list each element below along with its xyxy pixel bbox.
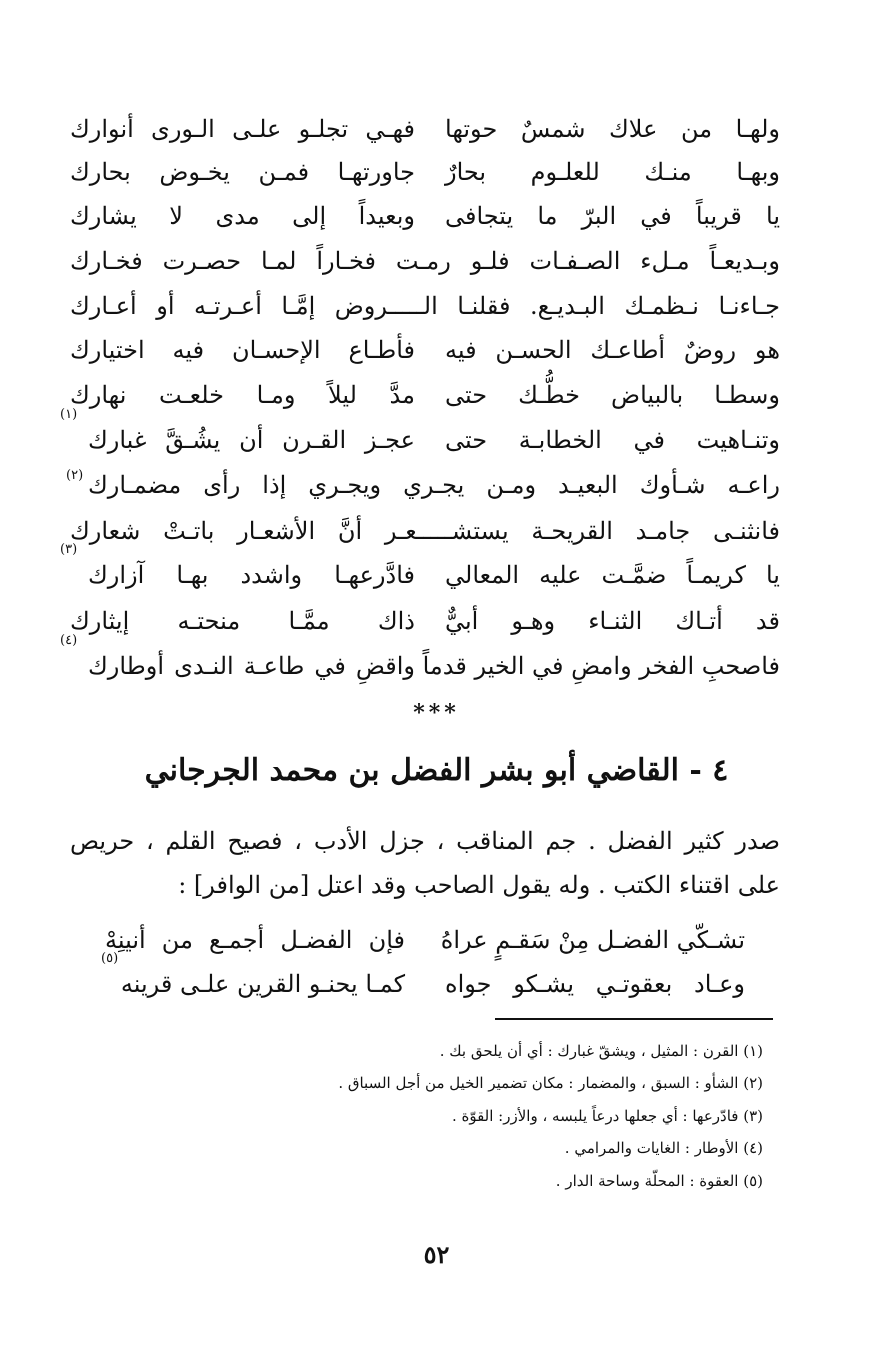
verse-second-hemistich: فأطـاع الإحسـان فيه اختيارك [70, 336, 415, 364]
footnote: (١) القرن : المثيل ، ويشقّ غبارك : أي أن يلحق بك . [439, 1042, 763, 1060]
verse-line: وعـاد بعقوتـي يشـكو جواه كمـا يحنـو القرين علـى قرينه (٥) [105, 963, 745, 1005]
verse-first-hemistich: وسطـا بالبياض خطُّـك حتى [445, 381, 780, 409]
verse-line: وتنـاهيت في الخطابـة حتى عجـز القـرن أن يشُـقَّ غبارك (١) [70, 419, 780, 461]
footnote: (٥) العقوة : المحلّة وساحة الدار . [555, 1172, 763, 1190]
verse-second-hemistich: كمـا يحنـو القرين علـى قرينه [120, 970, 405, 998]
verse-line-full: وبـديعـاً مـلء الصـفـات فلـو رمـت فخـاراً لمـا حصـرت فخـارك [70, 247, 780, 275]
verse-second-hemistich: مدَّ ليلاً ومـا خلعـت نهارك [70, 381, 415, 409]
verse-first-hemistich: هو روضٌ أطاعـك الحسـن فيه [445, 336, 780, 364]
verse-first-hemistich: ولهـا من علاك شمسٌ حوتها [445, 115, 780, 143]
verse-second-hemistich: فهـي تجلـو علـى الـورى أنوارك [70, 115, 415, 143]
footnote: (٣) فادّرعها : أي جعلها درعاً يلبسه ، والأزر: القوّة . [451, 1107, 763, 1125]
verse-first-hemistich: قد أتـاك الثنـاء وهـو أبيٌّ [445, 607, 780, 635]
verse-first-hemistich: يا كريمـاً ضمَّـت عليه المعالي [445, 561, 780, 589]
prose-line: على اقتناء الكتب . وله يقول الصاحب وقد اعتل [من الوافر] : [178, 871, 780, 899]
verse-first-hemistich: وعـاد بعقوتـي يشـكو جواه [445, 970, 745, 998]
verse-line [70, 600, 780, 642]
verse-line [70, 195, 780, 237]
verse-line-full: راعـه شـأوك البعيـد ومـن يجـري ويجـري إذا رأى مضمـارك [88, 471, 780, 499]
prose-line: صدر كثير الفضل . جم المناقب ، جزل الأدب ، فصيح القلم ، حريص [70, 827, 781, 855]
verse-second-hemistich: واقضِ في طاعـة النـدى أوطارك [88, 652, 415, 680]
verse-line [70, 151, 780, 193]
verse-first-hemistich: يا قريباً في البرّ ما يتجافى [445, 202, 780, 230]
verse-line-full: فانثنـى جامـد القريحـة يستشـــــعـر أنَّ الأشعـار باتـتْ شعارك [70, 517, 780, 545]
verse-second-hemistich: ذاك ممَّـا منحتـه إيثارك [70, 607, 415, 635]
page-number: ٥٢ [423, 1240, 450, 1269]
section-heading: ٤ - القاضي أبو بشر الفضل بن محمد الجرجاني [144, 753, 729, 788]
footnote: (٢) الشأو : السبق ، والمضمار : مكان تضمير الخيل من أجل السباق . [338, 1074, 763, 1092]
verse-line-full: جـاءنـا نـظمـك البـديـع. فقلنـا الـــــروض إمَّـا أعـرتـه أو أعـارك [70, 292, 780, 320]
section-separator: *** [413, 700, 460, 726]
verse-line [70, 329, 780, 371]
verse-first-hemistich: فاصحبِ الفخر وامضِ في الخير قدماً [422, 652, 780, 680]
book-page: ولهـا من علاك شمسٌ حوتها فهـي تجلـو علـى الـورى أنوارك وبهـا منـك للعلـوم بحارٌ جاورتهـا فمـن يخـوض بحارك يا قريباً في البرّ ما يتجافى وبعيداً إلى مدى لا يشارك وبـديعـاً مـلء الصـفـات فلـو رمـت فخـاراً لمـا حصـرت فخـارك جـاءنـا نـظمـك البـديـع. فقلنـا الـــــروض إمَّـا أعـرتـه أو أعـارك هو روضٌ أطاعـك الحسـن فيه فأطـاع الإحسـان فيه اختيارك وسطـا بالبياض خطُّـك حتى مدَّ ليلاً ومـا خلعـت نهارك وتنـاهيت في الخطابـة حتى عجـز القـرن أن يشُـقَّ غبارك (١) راعـه شـأوك البعيـد ومـن يجـري ويجـري إذا رأى مضمـارك (٢) فانثنـى جامـد القريحـة يستشـــــعـر أنَّ الأشعـار باتـتْ شعارك يا كريمـاً ضمَّـت عليه المعالي فادَّرعهـا واشدد بهـا آزارك (٣) قد أتـاك الثنـاء وهـو أبيٌّ ذاك ممَّـا منحتـه إيثارك فاصحبِ الفخر وامضِ في الخير قدماً واقضِ في طاعـة النـدى أوطارك (٤) *** ٤ - القاضي أبو بشر الفضل بن محمد الجرجاني صدر كثير الفضل . جم المناقب ، جزل الأدب ، فصيح القلم ، حريص على اقتناء الكتب . وله يقول الصاحب وقد اعتل [من الوافر] : تشـكّي الفضـل مِنْ سَقـمٍ عراهُ فإن الفضـل أجمـع من أنينِهْ وعـاد بعقوتـي يشـكو جواه كمـا يحنـو القرين علـى قرينه (٥) (١) القرن : المثيل ، ويشقّ غبارك : أي أن يلحق بك . (٢) الشأو : السبق ، والمضمار : مكان تضمير الخيل من أجل السباق . (٣) فادّرعها : أي جعلها درعاً يلبسه ، والأزر: القوّة . (٤) الأوطار : الغايات والمرامي . (٥) العقوة : المحلّة وساحة الدار . ٥٢ [0, 0, 873, 1370]
verse-line [105, 919, 745, 961]
verse-second-hemistich: فإن الفضـل أجمـع من أنينِهْ [105, 926, 405, 954]
verse-first-hemistich: وبهـا منـك للعلـوم بحارٌ [445, 158, 780, 186]
verse-second-hemistich: جاورتهـا فمـن يخـوض بحارك [70, 158, 415, 186]
verse-second-hemistich: فادَّرعهـا واشدد بهـا آزارك [88, 561, 415, 589]
verse-line [70, 374, 780, 416]
verse-first-hemistich: وتنـاهيت في الخطابـة حتى [445, 426, 780, 454]
verse-second-hemistich: عجـز القـرن أن يشُـقَّ غبارك [88, 426, 415, 454]
verse-line: فاصحبِ الفخر وامضِ في الخير قدماً واقضِ في طاعـة النـدى أوطارك (٤) [70, 645, 780, 687]
verse-second-hemistich: وبعيداً إلى مدى لا يشارك [70, 202, 415, 230]
footnote-rule [495, 1018, 773, 1020]
verse-first-hemistich: تشـكّي الفضـل مِنْ سَقـمٍ عراهُ [440, 926, 745, 954]
verse-line: يا كريمـاً ضمَّـت عليه المعالي فادَّرعهـا واشدد بهـا آزارك (٣) [70, 554, 780, 596]
footnote: (٤) الأوطار : الغايات والمرامي . [564, 1139, 763, 1157]
verse-line [70, 108, 780, 150]
